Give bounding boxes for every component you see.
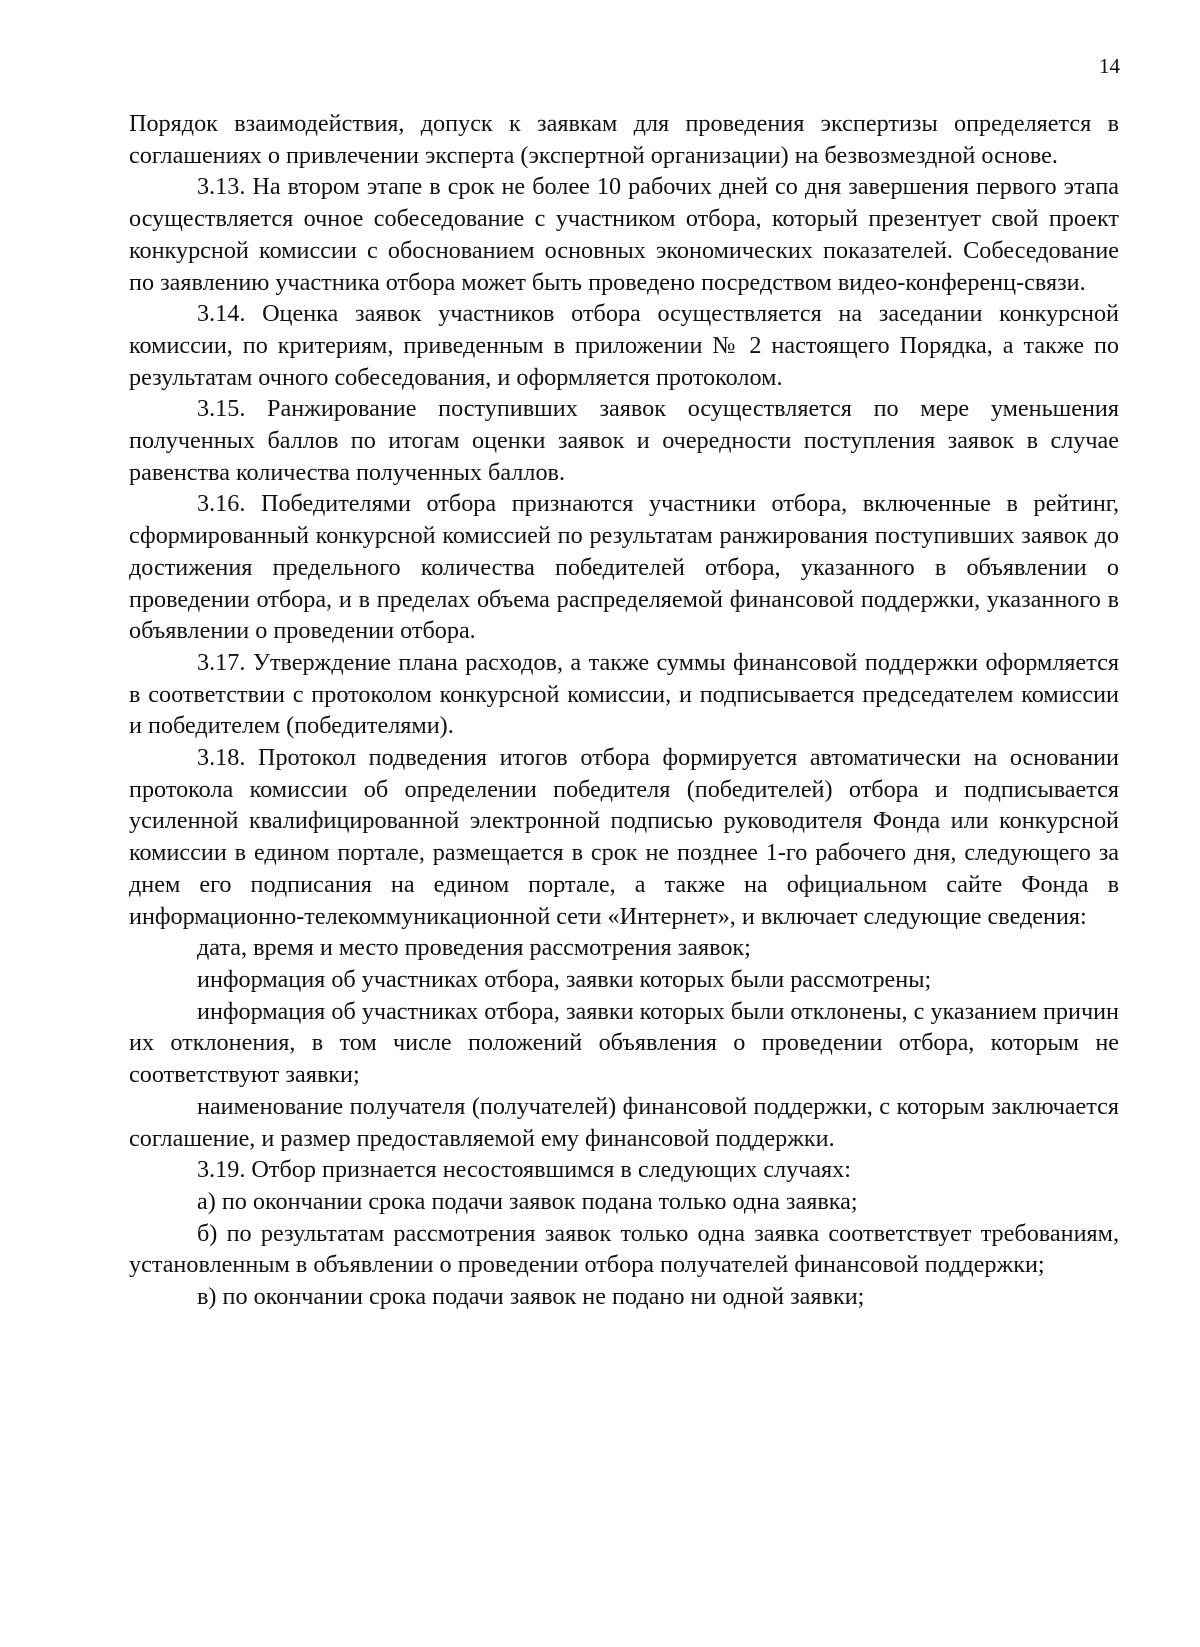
paragraph-3-19: 3.19. Отбор признается несостоявшимся в следующих случаях: (197, 1156, 851, 1184)
list-item-recipient-name: наименование получателя (получателей) финансовой поддержки, с которым заключается соглашение, и размер предоставляемой ему финансовой поддержки. (129, 1092, 1119, 1152)
paragraph-3-16: 3.16. Победителями отбора признаются участники отбора, включенные в рейтинг, сформированный конкурсной комиссией по результатам ранжирования поступивших заявок до достижения предельного количества победителей отбора, указанного в объявлении о проведении отбора, и в пределах объема распределяемой финансовой поддержки, указанного в объявлении о проведении отбора. (129, 490, 1119, 645)
page-number: 14 (1099, 54, 1120, 78)
list-item-c: в) по окончании срока подачи заявок не подано ни одной заявки; (197, 1283, 865, 1311)
document-body (129, 108, 1119, 1313)
paragraph-3-13: 3.13. На втором этапе в срок не более 10 рабочих дней со дня завершения первого этапа осуществляется очное собеседование с участником отбора, который презентует свой проект конкурсной комиссии с обоснованием основных экономических показателей. Собеседование по заявлению участника отбора может быть проведено посредством видео-конференц-связи. (129, 173, 1119, 296)
list-item-b: б) по результатам рассмотрения заявок только одна заявка соответствует требованиям, установленным в объявлении о проведении отбора получателей финансовой поддержки; (129, 1219, 1119, 1279)
list-item-a: а) по окончании срока подачи заявок подана только одна заявка; (197, 1187, 858, 1215)
paragraph-3-18: 3.18. Протокол подведения итогов отбора формируется автоматически на основании протокола комиссии об определении победителя (победителей) отбора и подписывается усиленной квалифицированной электронной подписью руководителя Фонда или конкурсной комиссии в едином портале, размещается в срок не позднее 1-го рабочего дня, следующего за днем его подписания на едином портале, а также на официальном сайте Фонда в информационно-телекоммуникационной сети «Интернет», и включает следующие сведения: (129, 744, 1119, 930)
paragraph-3-15: 3.15. Ранжирование поступивших заявок осуществляется по мере уменьшения полученных баллов по итогам оценки заявок и очередности поступления заявок в случае равенства количества полученных баллов. (129, 395, 1119, 486)
list-item-date-time-place: дата, время и место проведения рассмотрения заявок; (197, 934, 751, 962)
list-item-reviewed-participants: информация об участниках отбора, заявки которых были рассмотрены; (197, 965, 932, 993)
paragraph-intro: Порядок взаимодействия, допуск к заявкам для проведения экспертизы определяется в соглашениях о привлечении эксперта (экспертной организации) на безвозмездной основе. (129, 110, 1119, 169)
paragraph-3-14: 3.14. Оценка заявок участников отбора осуществляется на заседании конкурсной комиссии, по критериям, приведенным в приложении № 2 настоящего Порядка, а также по результатам очного собеседования, и оформляется протоколом. (129, 300, 1119, 391)
paragraph-3-17: 3.17. Утверждение плана расходов, а также суммы финансовой поддержки оформляется в соответствии с протоколом конкурсной комиссии, и подписывается председателем комиссии и победителем (победителями). (129, 648, 1119, 740)
list-item-rejected-participants: информация об участниках отбора, заявки которых были отклонены, с указанием причин их отклонения, в том числе положений объявления о проведении отбора, которым не соответствуют заявки; (129, 997, 1119, 1089)
